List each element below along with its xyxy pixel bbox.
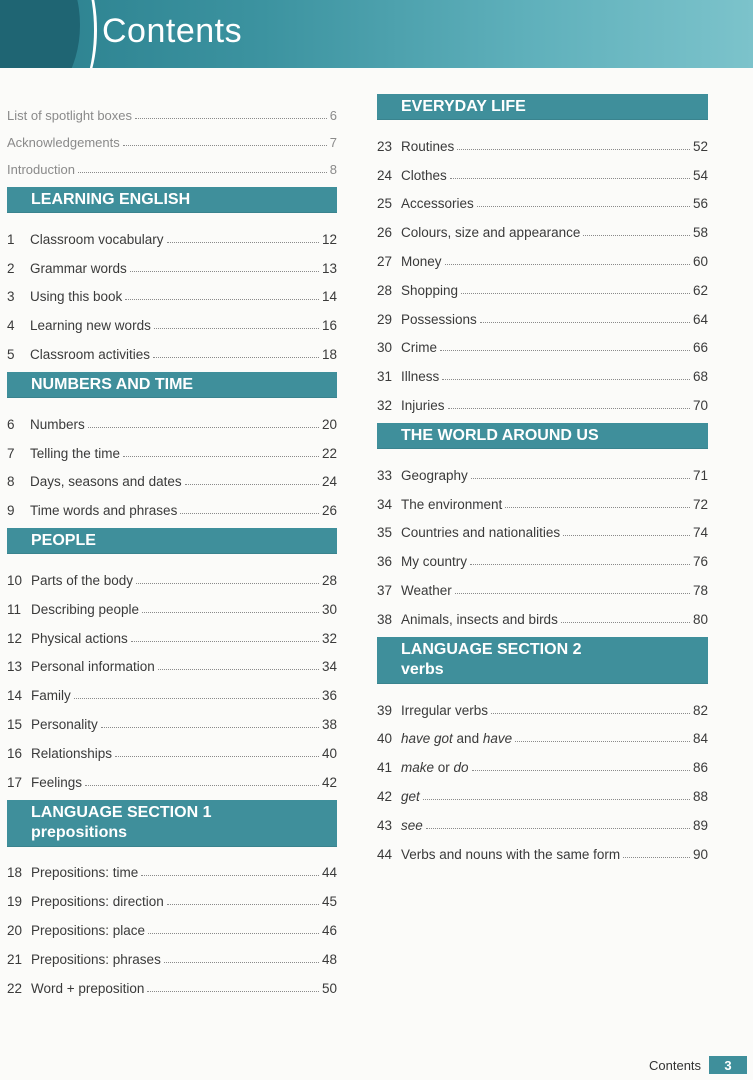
- entry-number: 30: [377, 340, 393, 356]
- leader-dots: [445, 263, 690, 265]
- entry-title: Time words and phrases: [30, 503, 178, 519]
- entry-page: 20: [321, 416, 337, 432]
- entry-page: 64: [692, 311, 708, 327]
- entry-number: 40: [377, 731, 393, 747]
- entry-number: 37: [377, 582, 393, 598]
- toc-entry[interactable]: [377, 483, 708, 512]
- footer-label: Contents: [649, 1057, 702, 1073]
- leader-dots: [115, 755, 319, 757]
- entry-title: [401, 731, 512, 746]
- entry-page: 84: [692, 731, 708, 747]
- entry-page: 14: [321, 289, 337, 305]
- entry-number: 17: [7, 774, 23, 790]
- leader-dots: [154, 327, 319, 329]
- toc-entry[interactable]: [377, 718, 708, 747]
- entry-number: 1: [7, 231, 15, 247]
- intro-item[interactable]: [7, 123, 337, 150]
- entry-number: 41: [377, 760, 393, 776]
- entry-number: 28: [377, 282, 393, 298]
- toc-entry[interactable]: [7, 559, 337, 588]
- leader-dots: [125, 298, 319, 300]
- entry-number: 42: [377, 788, 393, 804]
- toc-entry[interactable]: [377, 454, 708, 483]
- toc-entry[interactable]: [377, 775, 708, 804]
- section-subtitle: prepositions: [31, 823, 128, 841]
- entry-title: Injuries: [401, 397, 445, 413]
- entry-title: Routines: [401, 138, 455, 154]
- toc-entry[interactable]: [7, 880, 337, 909]
- entry-title: Personal information: [31, 659, 155, 675]
- entry-number: 35: [377, 525, 393, 541]
- entry-title: Clothes: [401, 167, 447, 183]
- intro-title: List of spotlight boxes: [7, 108, 133, 123]
- leader-dots: [167, 903, 319, 905]
- leader-dots: [130, 270, 319, 272]
- toc-entry[interactable]: [7, 674, 337, 703]
- entry-page: 22: [321, 445, 337, 461]
- entry-number: 21: [7, 951, 23, 967]
- entry-page: 36: [321, 688, 337, 704]
- entry-page: 58: [692, 225, 708, 241]
- entry-title: Telling the time: [30, 445, 121, 461]
- entry-page: 60: [692, 253, 708, 269]
- toc-entry[interactable]: [7, 761, 337, 790]
- entry-title-italic: have: [482, 731, 513, 747]
- entry-page: 30: [321, 601, 337, 617]
- entry-title: Family: [31, 688, 71, 704]
- entry-page: 44: [321, 865, 337, 881]
- toc-entry[interactable]: [377, 569, 708, 598]
- toc-entry[interactable]: [7, 909, 337, 938]
- toc-entry[interactable]: [377, 355, 708, 384]
- intro-page: 7: [329, 135, 337, 150]
- entry-title-connector: and: [452, 731, 483, 747]
- entry-number: 32: [377, 397, 393, 413]
- entry-number: 12: [7, 630, 23, 646]
- toc-entry[interactable]: [7, 218, 337, 247]
- entry-title-italic: have got: [401, 731, 453, 747]
- entry-title: Prepositions: direction: [31, 894, 164, 910]
- leader-dots: [455, 592, 690, 594]
- leader-dots: [147, 990, 319, 992]
- entry-title: Verbs and nouns with the same form: [401, 846, 621, 862]
- leader-dots: [123, 144, 327, 146]
- entry-page: 66: [692, 340, 708, 356]
- entry-page: 78: [692, 582, 708, 598]
- entry-title: My country: [401, 554, 468, 570]
- entry-title-italic: get: [401, 788, 420, 804]
- entry-page: 38: [321, 716, 337, 732]
- entry-number: 14: [7, 688, 23, 704]
- leader-dots: [135, 117, 327, 119]
- toc-entry[interactable]: [377, 298, 708, 327]
- intro-list: [7, 96, 337, 177]
- section-title: LANGUAGE SECTION 1: [31, 803, 212, 821]
- toc-entry[interactable]: [7, 938, 337, 967]
- section-header-people: PEOPLE: [7, 528, 337, 554]
- toc-entry[interactable]: [377, 540, 708, 569]
- entry-page: 89: [692, 817, 708, 833]
- entry-page: 72: [692, 496, 708, 512]
- entry-page: 52: [692, 138, 708, 154]
- leader-dots: [472, 769, 690, 771]
- entry-page: 54: [692, 167, 708, 183]
- entry-title: Relationships: [31, 745, 113, 761]
- toc-entry[interactable]: [7, 967, 337, 996]
- entry-number: 8: [7, 474, 15, 490]
- entry-number: 2: [7, 260, 15, 276]
- toc-entry[interactable]: [7, 588, 337, 617]
- section-header-language-section-2: [377, 637, 708, 684]
- entry-number: 11: [7, 601, 22, 617]
- toc-entry[interactable]: [377, 269, 708, 298]
- leader-dots: [442, 378, 690, 380]
- entry-title: [401, 789, 420, 804]
- entry-page: 62: [692, 282, 708, 298]
- entry-page: 74: [692, 525, 708, 541]
- section-subtitle: verbs: [401, 660, 444, 678]
- entry-page: 32: [321, 630, 337, 646]
- entry-number: 27: [377, 253, 393, 269]
- entry-title: Weather: [401, 582, 452, 598]
- leader-dots: [515, 740, 690, 742]
- entry-title: Money: [401, 253, 442, 269]
- entry-title: Accessories: [401, 196, 474, 212]
- page-header: [0, 0, 753, 68]
- entry-title: Countries and nationalities: [401, 525, 561, 541]
- leader-dots: [142, 611, 319, 613]
- entry-number: 15: [7, 716, 23, 732]
- entry-number: 33: [377, 467, 393, 483]
- leader-dots: [561, 621, 690, 623]
- entry-number: 36: [377, 554, 393, 570]
- section-title: LANGUAGE SECTION 2: [401, 640, 582, 658]
- toc-entry[interactable]: [377, 154, 708, 183]
- toc-entry[interactable]: [377, 327, 708, 356]
- toc-entry[interactable]: [377, 125, 708, 154]
- entry-number: 5: [7, 346, 15, 362]
- entry-title-italic: make: [401, 760, 435, 776]
- leader-dots: [440, 349, 690, 351]
- entry-page: 68: [692, 369, 708, 385]
- entry-title: Learning new words: [30, 318, 151, 334]
- intro-page: 6: [329, 108, 337, 123]
- leader-dots: [88, 426, 319, 428]
- leader-dots: [583, 234, 690, 236]
- entry-page: 40: [321, 745, 337, 761]
- toc-entry[interactable]: [377, 211, 708, 240]
- entry-number: 3: [7, 289, 15, 305]
- intro-item[interactable]: [7, 150, 337, 177]
- leader-dots: [457, 148, 690, 150]
- entry-number: 7: [7, 445, 15, 461]
- entry-page: 45: [321, 894, 337, 910]
- entry-title: Geography: [401, 467, 468, 483]
- toc-entry[interactable]: [377, 746, 708, 775]
- entry-title: Colours, size and appearance: [401, 225, 581, 241]
- entry-page: 18: [321, 346, 337, 362]
- intro-page: 8: [329, 162, 337, 177]
- toc-entry[interactable]: [7, 646, 337, 675]
- toc-entry[interactable]: [7, 247, 337, 276]
- entry-number: 44: [377, 846, 393, 862]
- entry-title-connector: or: [434, 760, 454, 776]
- leader-dots: [185, 483, 319, 485]
- contents-left-column: [7, 96, 337, 996]
- leader-dots: [85, 784, 319, 786]
- entry-page: 80: [692, 611, 708, 627]
- entry-title: Classroom activities: [30, 346, 151, 362]
- section-header-world-around-us: THE WORLD AROUND US: [377, 423, 708, 449]
- entry-title: The environment: [401, 496, 503, 512]
- toc-entry[interactable]: [377, 512, 708, 541]
- entry-number: 34: [377, 496, 393, 512]
- toc-entry[interactable]: [7, 461, 337, 490]
- entry-number: 23: [377, 138, 393, 154]
- entry-number: 29: [377, 311, 393, 327]
- entry-page: 82: [692, 702, 708, 718]
- toc-entry[interactable]: [7, 703, 337, 732]
- entry-page: 24: [321, 474, 337, 490]
- toc-entry[interactable]: [7, 732, 337, 761]
- entry-number: 43: [377, 817, 393, 833]
- leader-dots: [180, 512, 319, 514]
- toc-entry[interactable]: [7, 617, 337, 646]
- entry-number: 18: [7, 865, 23, 881]
- entry-page: 48: [321, 951, 337, 967]
- toc-entry[interactable]: [7, 276, 337, 305]
- entry-title: Possessions: [401, 311, 477, 327]
- entry-number: 6: [7, 416, 15, 432]
- leader-dots: [563, 534, 690, 536]
- entry-number: 38: [377, 611, 393, 627]
- entry-title-italic: do: [453, 760, 469, 776]
- intro-item[interactable]: [7, 96, 337, 123]
- entry-page: 88: [692, 788, 708, 804]
- section-header-learning-english: LEARNING ENGLISH: [7, 187, 337, 213]
- toc-entry[interactable]: [377, 833, 708, 862]
- leader-dots: [448, 407, 690, 409]
- entry-title: [401, 760, 469, 775]
- entry-title: Feelings: [31, 774, 83, 790]
- entry-title: Numbers: [30, 416, 85, 432]
- entry-page: 86: [692, 760, 708, 776]
- entry-title: Parts of the body: [31, 572, 134, 588]
- entry-title: Prepositions: time: [31, 865, 139, 881]
- leader-dots: [423, 798, 690, 800]
- toc-entry[interactable]: [377, 183, 708, 212]
- leader-dots: [470, 563, 690, 565]
- contents-right-column: [377, 94, 708, 862]
- intro-title: Introduction: [7, 162, 75, 177]
- entry-page: 50: [321, 980, 337, 996]
- entry-number: 4: [7, 318, 15, 334]
- leader-dots: [148, 932, 319, 934]
- leader-dots: [505, 506, 690, 508]
- section-header-language-section-1: [7, 800, 337, 847]
- leader-dots: [480, 321, 690, 323]
- leader-dots: [74, 697, 319, 699]
- entry-title: Shopping: [401, 282, 459, 298]
- toc-entry[interactable]: [377, 240, 708, 269]
- page-number: 3: [709, 1056, 747, 1074]
- leader-dots: [450, 177, 690, 179]
- toc-entry[interactable]: [7, 432, 337, 461]
- entry-number: 22: [7, 980, 23, 996]
- entry-page: 46: [321, 922, 337, 938]
- entry-title: Classroom vocabulary: [30, 231, 164, 247]
- entry-page: 76: [692, 554, 708, 570]
- entry-title: Days, seasons and dates: [30, 474, 182, 490]
- leader-dots: [78, 171, 327, 173]
- toc-entry[interactable]: [377, 384, 708, 413]
- entry-page: 71: [692, 467, 708, 483]
- entry-title: Prepositions: phrases: [31, 951, 161, 967]
- leader-dots: [477, 205, 690, 207]
- leader-dots: [136, 582, 319, 584]
- toc-entry[interactable]: [7, 489, 337, 518]
- entry-title: Grammar words: [30, 260, 127, 276]
- intro-title: Acknowledgements: [7, 135, 120, 150]
- leader-dots: [123, 455, 319, 457]
- entry-number: 24: [377, 167, 393, 183]
- entry-title: Word + preposition: [31, 980, 145, 996]
- entry-page: 28: [321, 572, 337, 588]
- leader-dots: [167, 241, 319, 243]
- entry-title: Illness: [401, 369, 440, 385]
- entry-title: Crime: [401, 340, 437, 356]
- entry-number: 16: [7, 745, 23, 761]
- page-footer: [649, 1056, 747, 1074]
- entry-number: 10: [7, 572, 23, 588]
- leader-dots: [491, 712, 690, 714]
- entry-title: Physical actions: [31, 630, 128, 646]
- entry-title: Animals, insects and birds: [401, 611, 558, 627]
- entry-title: Describing people: [31, 601, 140, 617]
- leader-dots: [141, 874, 319, 876]
- entry-page: 16: [321, 318, 337, 334]
- entry-number: 39: [377, 702, 393, 718]
- toc-entry[interactable]: [377, 689, 708, 718]
- entry-page: 70: [692, 397, 708, 413]
- entry-number: 31: [377, 369, 393, 385]
- entry-title: Prepositions: place: [31, 922, 146, 938]
- entry-title: [401, 818, 423, 833]
- leader-dots: [164, 961, 319, 963]
- leader-dots: [461, 292, 690, 294]
- leader-dots: [131, 640, 319, 642]
- leader-dots: [623, 856, 690, 858]
- entry-title: Irregular verbs: [401, 702, 489, 718]
- entry-page: 34: [321, 659, 337, 675]
- entry-page: 12: [321, 231, 337, 247]
- entry-page: 56: [692, 196, 708, 212]
- entry-number: 9: [7, 503, 15, 519]
- entry-page: 26: [321, 503, 337, 519]
- page-title: Contents: [102, 12, 243, 50]
- leader-dots: [153, 356, 319, 358]
- entry-page: 13: [321, 260, 337, 276]
- entry-title: Using this book: [30, 289, 123, 305]
- entry-title-italic: see: [401, 817, 423, 833]
- leader-dots: [101, 726, 319, 728]
- entry-number: 25: [377, 196, 393, 212]
- leader-dots: [471, 477, 690, 479]
- entry-page: 42: [321, 774, 337, 790]
- toc-entry[interactable]: [377, 804, 708, 833]
- leader-dots: [158, 668, 319, 670]
- entry-number: 26: [377, 225, 393, 241]
- toc-entry[interactable]: [377, 598, 708, 627]
- toc-entry[interactable]: [7, 852, 337, 881]
- entry-title: Personality: [31, 716, 98, 732]
- section-header-numbers-and-time: NUMBERS AND TIME: [7, 372, 337, 398]
- entry-page: 90: [692, 846, 708, 862]
- entry-number: 19: [7, 894, 23, 910]
- toc-entry[interactable]: [7, 304, 337, 333]
- leader-dots: [426, 827, 690, 829]
- section-header-everyday-life: EVERYDAY LIFE: [377, 94, 708, 120]
- header-arc-decoration: [40, 0, 97, 68]
- entry-number: 13: [7, 659, 23, 675]
- toc-entry[interactable]: [7, 333, 337, 362]
- toc-entry[interactable]: [7, 403, 337, 432]
- entry-number: 20: [7, 922, 23, 938]
